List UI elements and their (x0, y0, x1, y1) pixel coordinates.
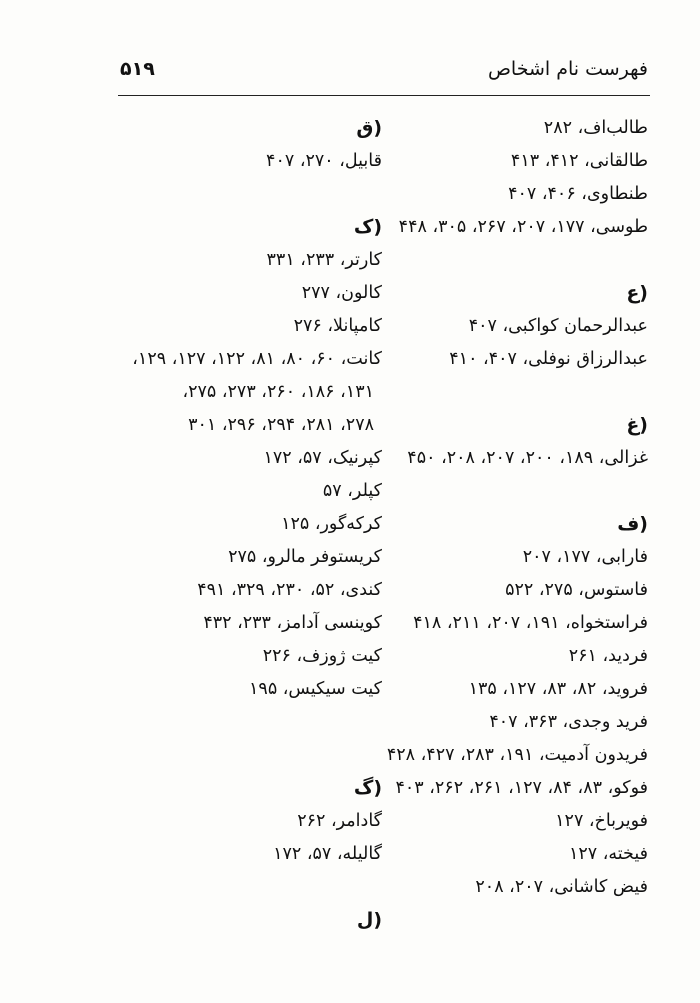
spacer (97, 871, 382, 904)
index-entry: طالب‌اف، ۲۸۲ (543, 118, 648, 138)
letter-heading: (ف (617, 513, 648, 535)
index-entry: فردید، ۲۶۱ (568, 646, 648, 666)
index-entry: فریدون آدمیت، ۱۹۱، ۲۸۳، ۴۲۷، ۴۲۸ (386, 745, 648, 765)
index-column-left (97, 112, 382, 937)
letter-heading: (غ (626, 414, 648, 436)
index-entry: فرید وجدی، ۳۶۳، ۴۰۷ (489, 712, 648, 732)
spacer (97, 706, 382, 739)
index-entry: عبدالرزاق نوفلی، ۴۰۷، ۴۱۰ (449, 349, 648, 369)
header-rule (118, 95, 650, 96)
index-entry: کیت سیکیس، ۱۹۵ (249, 679, 382, 699)
index-entry: کامپانلا، ۲۷۶ (293, 316, 382, 336)
index-entry: عبدالرحمان کواکبی، ۴۰۷ (468, 316, 648, 336)
index-entry: کریستوفر مالرو، ۲۷۵ (228, 547, 382, 567)
page-number: ۵۱۹ (120, 58, 155, 80)
index-entry: فویرباخ، ۱۲۷ (555, 811, 648, 831)
index-entry: کوینسی آدامز، ۲۳۳، ۴۳۲ (203, 613, 382, 633)
index-entry: گادامر، ۲۶۲ (297, 811, 382, 831)
letter-heading: (ل (356, 909, 382, 931)
index-entry: غزالی، ۱۸۹، ۲۰۰، ۲۰۷، ۲۰۸، ۴۵۰ (407, 448, 648, 468)
index-entry: گالیله، ۵۷، ۱۷۲ (273, 844, 382, 864)
letter-heading: (گ (353, 777, 382, 799)
index-entry: فراستخواه، ۱۹۱، ۲۰۷، ۲۱۱، ۴۱۸ (413, 613, 648, 633)
index-entry: کارتر، ۲۳۳، ۳۳۱ (266, 250, 382, 270)
index-entry: کپرنیک، ۵۷، ۱۷۲ (263, 448, 382, 468)
index-entry: فیخته، ۱۲۷ (568, 844, 648, 864)
index-entry: فروید، ۸۲، ۸۳، ۱۲۷، ۱۳۵ (468, 679, 648, 699)
index-entry: کیت ژوزف، ۲۲۶ (262, 646, 382, 666)
spacer (398, 244, 648, 277)
spacer (398, 475, 648, 508)
index-entry: کرکه‌گور، ۱۲۵ (281, 514, 382, 534)
index-entry: کالون، ۲۷۷ (301, 283, 382, 303)
spacer (398, 376, 648, 409)
index-entry: کپلر، ۵۷ (322, 481, 382, 501)
index-entry: فارابی، ۱۷۷، ۲۰۷ (522, 547, 648, 567)
letter-heading: (ع (626, 282, 648, 304)
index-entry: طوسی، ۱۷۷، ۲۰۷، ۲۶۷، ۳۰۵، ۴۴۸ (398, 217, 648, 237)
index-entry-continuation: ۲۷۸، ۲۸۱، ۲۹۴، ۲۹۶، ۳۰۱ (188, 415, 374, 435)
index-entry: طنطاوی، ۴۰۶، ۴۰۷ (508, 184, 648, 204)
index-entry: کندی، ۵۲، ۲۳۰، ۳۲۹، ۴۹۱ (197, 580, 382, 600)
index-entry: طالقانی، ۴۱۲، ۴۱۳ (510, 151, 648, 171)
letter-heading: (ق (356, 117, 382, 139)
index-entry: کانت، ۶۰، ۸۰، ۸۱، ۱۲۲، ۱۲۷، ۱۲۹، (132, 349, 382, 369)
index-entry: قابیل، ۲۷۰، ۴۰۷ (266, 151, 382, 171)
index-entry: فیض کاشانی، ۲۰۷، ۲۰۸ (475, 877, 648, 897)
spacer (97, 739, 382, 772)
index-column-right (386, 112, 648, 904)
index-entry: فاستوس، ۲۷۵، ۵۲۲ (505, 580, 648, 600)
running-title: فهرست نام اشخاص (487, 58, 648, 80)
letter-heading: (ک (353, 216, 382, 238)
spacer (97, 178, 382, 211)
index-entry-continuation: ۱۳۱، ۱۸۶، ۲۶۰، ۲۷۳، ۲۷۵، (182, 382, 374, 402)
index-entry: فوکو، ۸۳، ۸۴، ۱۲۷، ۲۶۱، ۲۶۲، ۴۰۳ (395, 778, 648, 798)
